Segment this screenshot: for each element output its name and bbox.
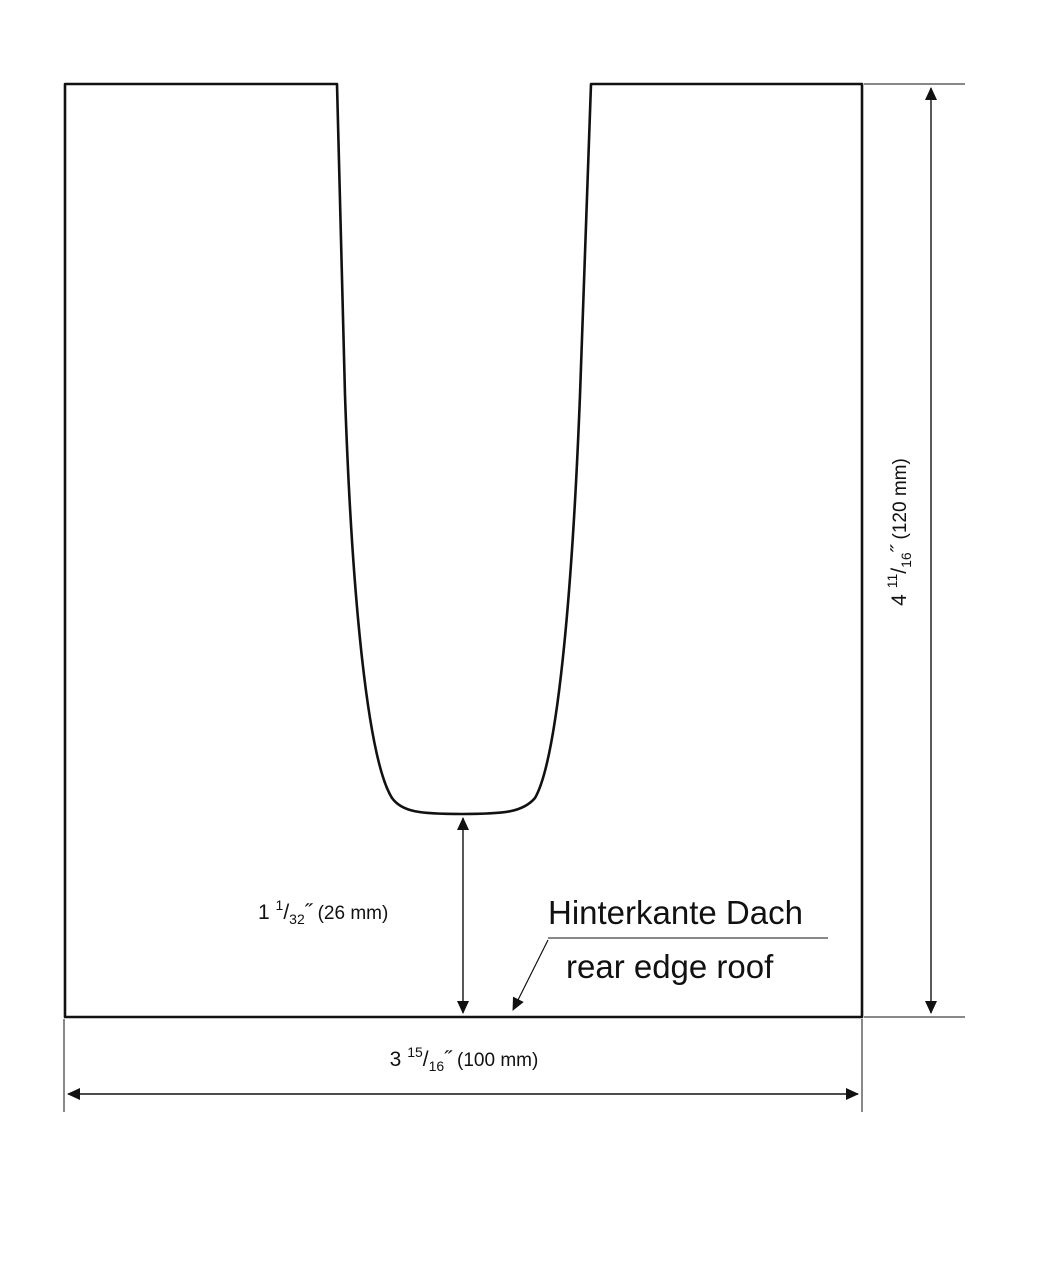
depth-dimension-label: 1 $^1/_{32}˝$ (26 mm) [258,897,389,927]
callout-label-german: Hinterkante Dach [548,894,803,931]
callout-leader-arrow [513,940,548,1010]
height-dimension-label: 4 $^{11}/_{16}˝$ (120 mm) [884,458,914,606]
width-dimension-label: 3 $^{15}/_{16}˝$ (100 mm) [389,1044,539,1074]
callout-label-english: rear edge roof [566,948,774,985]
